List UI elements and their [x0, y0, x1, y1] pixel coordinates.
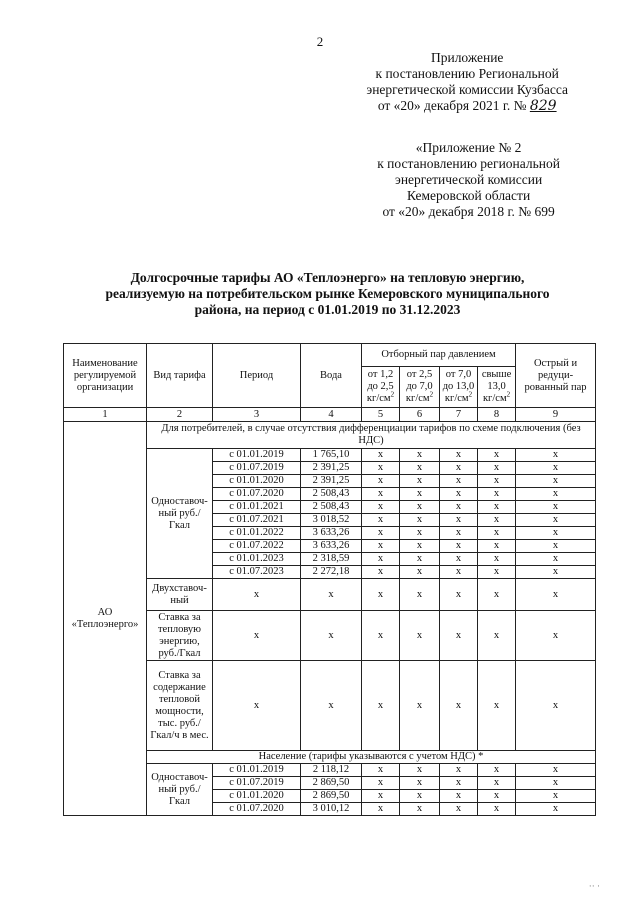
x-cell: x	[440, 790, 478, 803]
x-cell: x	[440, 579, 478, 611]
x-cell: x	[440, 475, 478, 488]
x-cell: x	[400, 803, 440, 816]
x-cell: x	[478, 488, 516, 501]
header-steam-group: Отборный пар давлением	[362, 344, 516, 367]
header-steam-2	[400, 367, 440, 408]
x-cell: x	[400, 462, 440, 475]
x-cell: x	[516, 527, 596, 540]
title-line3: района, на период с 01.01.2019 по 31.12.2023	[194, 302, 461, 317]
period-cell: с 01.07.2020	[213, 803, 301, 816]
x-cell: x	[400, 777, 440, 790]
column-number: 3	[213, 408, 301, 422]
column-number: 6	[400, 408, 440, 422]
period-cell: с 01.07.2019	[213, 777, 301, 790]
header-steam-3-text: от 7,0 до 13,0 кг/см	[442, 369, 475, 404]
x-cell: x	[478, 790, 516, 803]
x-cell: x	[516, 566, 596, 579]
title-line1: Долгосрочные тарифы АО «Теплоэнерго» на тепловую энергию,	[130, 270, 525, 285]
period-cell: с 01.01.2020	[213, 790, 301, 803]
water-value: 3 633,26	[301, 540, 362, 553]
x-cell: x	[362, 611, 400, 661]
document-title	[60, 270, 595, 318]
water-value: 2 869,50	[301, 777, 362, 790]
x-cell: x	[478, 501, 516, 514]
x-cell: x	[362, 661, 400, 751]
two-rate-label: Двухставоч-ный	[147, 579, 213, 611]
x-cell: x	[516, 501, 596, 514]
x-cell: x	[516, 579, 596, 611]
column-number: 7	[440, 408, 478, 422]
water-value: 3 633,26	[301, 527, 362, 540]
x-cell: x	[400, 501, 440, 514]
x-cell: x	[400, 475, 440, 488]
x-cell: x	[516, 475, 596, 488]
x-cell: x	[478, 803, 516, 816]
annex1-line3: энергетической комиссии Кузбасса	[366, 82, 568, 97]
header-org: Наименование регулируемой организации	[64, 344, 147, 408]
x-cell: x	[440, 777, 478, 790]
x-cell: x	[362, 488, 400, 501]
period-cell: с 01.01.2019	[213, 449, 301, 462]
header-steam-2-sup: 2	[429, 390, 434, 399]
x-cell: x	[400, 661, 440, 751]
annex2-line2: к постановлению региональной	[377, 156, 560, 171]
x-cell: x	[440, 501, 478, 514]
column-number: 1	[64, 408, 147, 422]
x-cell: x	[362, 790, 400, 803]
x-cell: x	[478, 449, 516, 462]
annex1-line2: к постановлению Региональной	[375, 66, 559, 81]
period-cell: с 01.07.2019	[213, 462, 301, 475]
x-cell: x	[362, 566, 400, 579]
x-cell: x	[440, 764, 478, 777]
column-number: 8	[478, 408, 516, 422]
x-cell: x	[400, 566, 440, 579]
x-cell: x	[440, 611, 478, 661]
page-scan-marks: ·· ·	[588, 881, 600, 891]
water-value: 2 391,25	[301, 475, 362, 488]
x-cell: x	[440, 566, 478, 579]
x-cell: x	[362, 803, 400, 816]
x-cell: x	[301, 661, 362, 751]
period-cell: с 01.07.2022	[213, 540, 301, 553]
x-cell: x	[440, 527, 478, 540]
water-value: 2 118,12	[301, 764, 362, 777]
x-cell: x	[478, 540, 516, 553]
period-cell: с 01.07.2021	[213, 514, 301, 527]
rate-heat-label: Ставка за тепловую энергию, руб./Гкал	[147, 611, 213, 661]
rate-capacity-label: Ставка за содержание тепловой мощности, тыс. руб./Гкал/ч в мес.	[147, 661, 213, 751]
x-cell: x	[516, 611, 596, 661]
org-name-cell	[64, 422, 147, 816]
section-no-differentiation: Для потребителей, в случае отсутствия дифференциации тарифов по схеме подключения (без НДС)	[147, 422, 596, 449]
x-cell: x	[362, 449, 400, 462]
x-cell: x	[516, 488, 596, 501]
annex-header-original	[377, 140, 560, 220]
column-number: 5	[362, 408, 400, 422]
header-tariff-type: Вид тарифа	[147, 344, 213, 408]
x-cell: x	[478, 475, 516, 488]
x-cell: x	[478, 661, 516, 751]
single-rate-label: Одноставоч-ный руб./Гкал	[147, 449, 213, 579]
annex2-line4: Кемеровской области	[407, 188, 531, 203]
column-number: 9	[516, 408, 596, 422]
x-cell: x	[478, 527, 516, 540]
x-cell: x	[516, 462, 596, 475]
x-cell: x	[516, 764, 596, 777]
title-line2: реализуемую на потребительском рынке Кемеровского муниципального	[105, 286, 550, 301]
x-cell: x	[400, 579, 440, 611]
x-cell: x	[478, 462, 516, 475]
section-population: Население (тарифы указываются с учетом НДС) *	[147, 751, 596, 764]
x-cell: x	[440, 462, 478, 475]
x-cell: x	[213, 611, 301, 661]
header-steam-1-sup: 2	[390, 390, 395, 399]
population-single-rate-label: Одноставоч-ный руб./Гкал	[147, 764, 213, 816]
section-row	[64, 422, 596, 449]
x-cell: x	[478, 777, 516, 790]
org-name-line2: «Теплоэнерго»	[71, 618, 139, 630]
x-cell: x	[440, 540, 478, 553]
x-cell: x	[440, 803, 478, 816]
water-value: 2 508,43	[301, 501, 362, 514]
x-cell: x	[400, 553, 440, 566]
x-cell: x	[516, 553, 596, 566]
period-cell: с 01.01.2021	[213, 501, 301, 514]
column-number: 2	[147, 408, 213, 422]
water-value: 2 318,59	[301, 553, 362, 566]
x-cell: x	[301, 579, 362, 611]
x-cell: x	[440, 553, 478, 566]
tariffs-table	[63, 343, 596, 816]
org-name-line1: АО	[97, 606, 113, 618]
x-cell: x	[362, 579, 400, 611]
period-cell: с 01.01.2022	[213, 527, 301, 540]
x-cell: x	[516, 514, 596, 527]
x-cell: x	[400, 540, 440, 553]
x-cell: x	[362, 777, 400, 790]
x-cell: x	[440, 488, 478, 501]
x-cell: x	[478, 579, 516, 611]
x-cell: x	[362, 501, 400, 514]
annex-header-current	[366, 50, 568, 114]
header-sharp-steam: Острый и редуци-рованный пар	[516, 344, 596, 408]
annex2-line5: от «20» декабря 2018 г. № 699	[382, 204, 555, 219]
header-steam-3	[440, 367, 478, 408]
period-cell: с 01.01.2020	[213, 475, 301, 488]
x-cell: x	[440, 514, 478, 527]
column-number-row	[64, 408, 596, 422]
x-cell: x	[362, 553, 400, 566]
water-value: 2 391,25	[301, 462, 362, 475]
x-cell: x	[400, 488, 440, 501]
x-cell: x	[213, 579, 301, 611]
header-steam-4-sup: 2	[506, 390, 511, 399]
column-number: 4	[301, 408, 362, 422]
x-cell: x	[516, 803, 596, 816]
water-value: 3 018,52	[301, 514, 362, 527]
x-cell: x	[440, 449, 478, 462]
page-number: 2	[316, 34, 324, 49]
water-value: 2 869,50	[301, 790, 362, 803]
x-cell: x	[440, 661, 478, 751]
x-cell: x	[516, 661, 596, 751]
x-cell: x	[516, 449, 596, 462]
x-cell: x	[478, 611, 516, 661]
header-steam-2-text: от 2,5 до 7,0 кг/см	[405, 369, 433, 404]
x-cell: x	[400, 790, 440, 803]
water-value: 2 272,18	[301, 566, 362, 579]
water-value: 3 010,12	[301, 803, 362, 816]
period-cell: с 01.07.2023	[213, 566, 301, 579]
x-cell: x	[362, 540, 400, 553]
x-cell: x	[478, 553, 516, 566]
annex1-line1: Приложение	[430, 50, 504, 65]
x-cell: x	[362, 475, 400, 488]
x-cell: x	[362, 764, 400, 777]
x-cell: x	[400, 611, 440, 661]
period-cell: с 01.01.2019	[213, 764, 301, 777]
x-cell: x	[362, 527, 400, 540]
x-cell: x	[213, 661, 301, 751]
x-cell: x	[478, 764, 516, 777]
annex2-line3: энергетической комиссии	[395, 172, 543, 187]
header-period: Период	[213, 344, 301, 408]
x-cell: x	[478, 566, 516, 579]
handwritten-number: 829	[529, 98, 557, 114]
x-cell: x	[478, 514, 516, 527]
header-steam-1-text: от 1,2 до 2,5 кг/см	[366, 369, 394, 404]
header-water: Вода	[301, 344, 362, 408]
x-cell: x	[400, 449, 440, 462]
period-cell: с 01.01.2023	[213, 553, 301, 566]
annex2-line1: «Приложение № 2	[415, 140, 522, 155]
x-cell: x	[516, 540, 596, 553]
water-value: 1 765,10	[301, 449, 362, 462]
header-steam-4-text: свыше 13,0 кг/см	[481, 369, 512, 404]
header-steam-3-sup: 2	[468, 390, 473, 399]
x-cell: x	[400, 764, 440, 777]
x-cell: x	[362, 514, 400, 527]
x-cell: x	[516, 790, 596, 803]
x-cell: x	[301, 611, 362, 661]
header-steam-1	[362, 367, 400, 408]
period-cell: с 01.07.2020	[213, 488, 301, 501]
x-cell: x	[362, 462, 400, 475]
annex1-date-line	[366, 98, 568, 114]
annex1-date: от «20» декабря 2021 г. №	[377, 98, 527, 113]
x-cell: x	[516, 777, 596, 790]
x-cell: x	[400, 514, 440, 527]
water-value: 2 508,43	[301, 488, 362, 501]
header-steam-4	[478, 367, 516, 408]
x-cell: x	[400, 527, 440, 540]
